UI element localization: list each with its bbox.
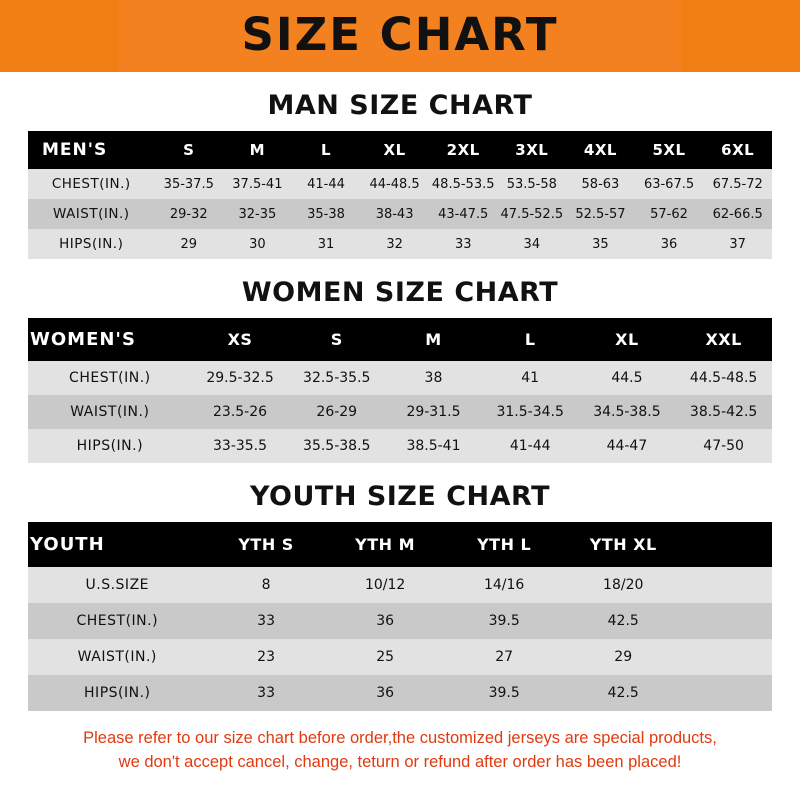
women-cell-1-1: 26-29	[288, 395, 385, 429]
footer-note-line-2: we don't accept cancel, change, teturn or refund after order has been placed!	[118, 752, 682, 771]
man-cell-2-1: 30	[223, 229, 292, 259]
women-cell-2-3: 41-44	[482, 429, 579, 463]
man-cell-0-7: 63-67.5	[635, 169, 704, 199]
women-cell-1-4: 34.5-38.5	[579, 395, 676, 429]
man-col-2: L	[292, 131, 361, 169]
women-cell-2-0: 33-35.5	[192, 429, 289, 463]
youth-cell-2-2: 27	[445, 639, 564, 675]
women-cell-1-5: 38.5-42.5	[675, 395, 772, 429]
youth-col-0: YTH S	[207, 522, 326, 567]
women-col-5: XXL	[675, 318, 772, 361]
women-cell-1-2: 29-31.5	[385, 395, 482, 429]
youth-cell-1-spacer	[683, 603, 772, 639]
man-col-6: 4XL	[566, 131, 635, 169]
youth-header-label: YOUTH	[28, 522, 207, 567]
man-cell-0-3: 44-48.5	[360, 169, 429, 199]
youth-cell-1-2: 39.5	[445, 603, 564, 639]
man-cell-1-1: 32-35	[223, 199, 292, 229]
youth-cell-2-0: 23	[207, 639, 326, 675]
women-cell-0-1: 32.5-35.5	[288, 361, 385, 395]
page-title: SIZE CHART	[241, 7, 559, 61]
man-cell-0-4: 48.5-53.5	[429, 169, 498, 199]
table-header-row	[28, 318, 772, 361]
man-section-title: MAN SIZE CHART	[267, 90, 533, 121]
youth-row-2-label: WAIST(IN.)	[28, 639, 207, 675]
man-cell-1-5: 47.5-52.5	[498, 199, 567, 229]
women-section-title: WOMEN SIZE CHART	[241, 277, 559, 308]
man-row-2-label: HIPS(IN.)	[28, 229, 154, 259]
man-cell-1-0: 29-32	[154, 199, 223, 229]
man-cell-1-3: 38-43	[360, 199, 429, 229]
youth-cell-3-3: 42.5	[564, 675, 683, 711]
youth-cell-2-3: 29	[564, 639, 683, 675]
women-cell-2-1: 35.5-38.5	[288, 429, 385, 463]
youth-cell-2-spacer	[683, 639, 772, 675]
man-row-1-label: WAIST(IN.)	[28, 199, 154, 229]
youth-section	[0, 481, 800, 711]
women-table-head	[28, 318, 772, 361]
women-cell-1-3: 31.5-34.5	[482, 395, 579, 429]
man-cell-2-5: 34	[498, 229, 567, 259]
women-col-3: L	[482, 318, 579, 361]
man-cell-0-2: 41-44	[292, 169, 361, 199]
women-cell-1-0: 23.5-26	[192, 395, 289, 429]
man-col-0: S	[154, 131, 223, 169]
table-row	[28, 229, 772, 259]
man-cell-2-6: 35	[566, 229, 635, 259]
man-cell-0-0: 35-37.5	[154, 169, 223, 199]
man-cell-2-0: 29	[154, 229, 223, 259]
man-col-3: XL	[360, 131, 429, 169]
man-col-4: 2XL	[429, 131, 498, 169]
man-col-8: 6XL	[703, 131, 772, 169]
women-cell-2-5: 47-50	[675, 429, 772, 463]
youth-cell-1-0: 33	[207, 603, 326, 639]
man-cell-1-7: 57-62	[635, 199, 704, 229]
man-cell-2-8: 37	[703, 229, 772, 259]
man-size-table	[28, 131, 772, 259]
youth-col-1: YTH M	[326, 522, 445, 567]
women-cell-0-2: 38	[385, 361, 482, 395]
table-row	[28, 169, 772, 199]
table-row	[28, 603, 772, 639]
man-col-7: 5XL	[635, 131, 704, 169]
women-col-1: S	[288, 318, 385, 361]
table-row	[28, 429, 772, 463]
man-cell-1-8: 62-66.5	[703, 199, 772, 229]
table-row	[28, 199, 772, 229]
youth-row-1-label: CHEST(IN.)	[28, 603, 207, 639]
youth-cell-3-1: 36	[326, 675, 445, 711]
man-row-0-label: CHEST(IN.)	[28, 169, 154, 199]
women-col-0: XS	[192, 318, 289, 361]
table-row	[28, 395, 772, 429]
table-row	[28, 361, 772, 395]
header-band	[0, 0, 800, 72]
footer-note-line-1: Please refer to our size chart before order,the customized jerseys are special products,	[83, 729, 717, 747]
footer-note	[0, 727, 800, 775]
man-cell-2-7: 36	[635, 229, 704, 259]
table-header-row	[28, 131, 772, 169]
youth-size-table	[28, 522, 772, 711]
women-row-2-label: HIPS(IN.)	[28, 429, 192, 463]
women-col-4: XL	[579, 318, 676, 361]
youth-col-2: YTH L	[445, 522, 564, 567]
table-row	[28, 567, 772, 603]
women-cell-2-2: 38.5-41	[385, 429, 482, 463]
youth-col-3: YTH XL	[564, 522, 683, 567]
table-header-row	[28, 522, 772, 567]
youth-cell-3-2: 39.5	[445, 675, 564, 711]
women-col-2: M	[385, 318, 482, 361]
youth-col-spacer	[683, 522, 772, 567]
women-cell-0-0: 29.5-32.5	[192, 361, 289, 395]
table-row	[28, 675, 772, 711]
youth-table-head	[28, 522, 772, 567]
youth-cell-0-spacer	[683, 567, 772, 603]
man-cell-0-1: 37.5-41	[223, 169, 292, 199]
man-cell-0-6: 58-63	[566, 169, 635, 199]
youth-cell-1-1: 36	[326, 603, 445, 639]
youth-table-body	[28, 567, 772, 711]
women-size-table	[28, 318, 772, 463]
youth-cell-2-1: 25	[326, 639, 445, 675]
man-table-head	[28, 131, 772, 169]
women-cell-0-5: 44.5-48.5	[675, 361, 772, 395]
women-header-label: WOMEN'S	[28, 318, 192, 361]
man-cell-0-8: 67.5-72	[703, 169, 772, 199]
youth-cell-3-0: 33	[207, 675, 326, 711]
man-cell-2-3: 32	[360, 229, 429, 259]
women-section	[0, 277, 800, 463]
women-row-1-label: WAIST(IN.)	[28, 395, 192, 429]
header-band-left	[0, 0, 118, 72]
header-band-right	[682, 0, 800, 72]
youth-row-3-label: HIPS(IN.)	[28, 675, 207, 711]
youth-cell-0-0: 8	[207, 567, 326, 603]
man-section	[0, 90, 800, 259]
youth-cell-1-3: 42.5	[564, 603, 683, 639]
man-cell-1-6: 52.5-57	[566, 199, 635, 229]
youth-cell-0-3: 18/20	[564, 567, 683, 603]
man-col-1: M	[223, 131, 292, 169]
table-row	[28, 639, 772, 675]
women-cell-2-4: 44-47	[579, 429, 676, 463]
man-cell-1-4: 43-47.5	[429, 199, 498, 229]
man-header-label: MEN'S	[28, 131, 154, 169]
man-cell-1-2: 35-38	[292, 199, 361, 229]
youth-row-0-label: U.S.SIZE	[28, 567, 207, 603]
women-row-0-label: CHEST(IN.)	[28, 361, 192, 395]
youth-cell-0-1: 10/12	[326, 567, 445, 603]
man-cell-2-4: 33	[429, 229, 498, 259]
man-table-body	[28, 169, 772, 259]
women-cell-0-3: 41	[482, 361, 579, 395]
man-cell-2-2: 31	[292, 229, 361, 259]
man-col-5: 3XL	[498, 131, 567, 169]
women-cell-0-4: 44.5	[579, 361, 676, 395]
youth-section-title: YOUTH SIZE CHART	[249, 481, 551, 512]
women-table-body	[28, 361, 772, 463]
youth-cell-0-2: 14/16	[445, 567, 564, 603]
youth-cell-3-spacer	[683, 675, 772, 711]
man-cell-0-5: 53.5-58	[498, 169, 567, 199]
